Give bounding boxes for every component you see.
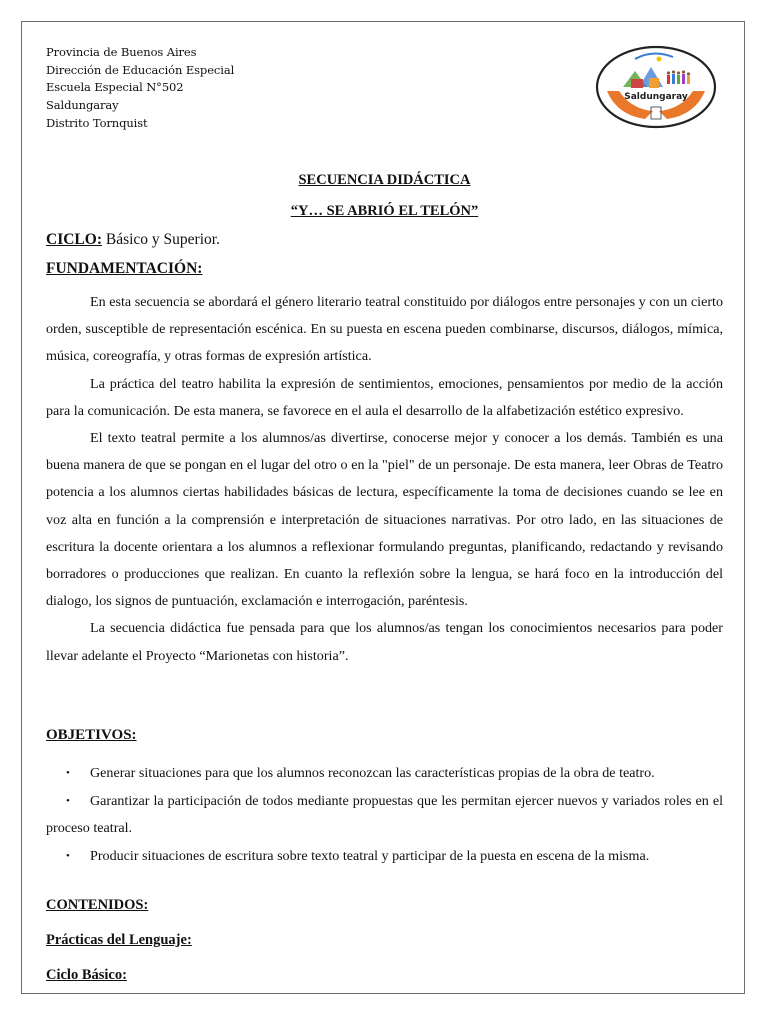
objetivos-heading: OBJETIVOS: <box>46 727 137 743</box>
list-item-text: Garantizar la participación de todos mediante propuestas que les permitan ejercer nuevos y variados roles en el proceso teatral. <box>46 792 723 836</box>
school-logo <box>595 45 717 129</box>
bullet-icon: • <box>66 767 70 779</box>
sun-icon <box>657 57 662 62</box>
list-item <box>46 788 723 843</box>
ciclo-value: Básico y Superior. <box>101 231 220 248</box>
ciclo-line <box>46 231 220 249</box>
contenidos-heading: CONTENIDOS: <box>46 897 149 913</box>
fundamentacion-heading: FUNDAMENTACIÓN: <box>46 260 203 277</box>
fundamentacion-body <box>46 289 723 670</box>
paragraph: La secuencia didáctica fue pensada para que los alumnos/as tengan los conocimientos necesarios para poder llevar adelante el Proyecto “Marionetas con historia”. <box>46 620 723 664</box>
paragraph: La práctica del teatro habilita la expresión de sentimientos, emociones, pensamientos por medio de la acción para la comunicación. De esta manera, se favorece en el aula el desarrollo de la alfabetización estético expresivo. <box>46 375 723 419</box>
list-item <box>46 760 723 788</box>
header-line-province: Provincia de Buenos Aires <box>46 45 197 59</box>
header-line-direction: Dirección de Educación Especial <box>46 62 235 77</box>
paragraph: En esta secuencia se abordará el género literario teatral constituido por diálogos entre personajes y con un cierto orden, susceptible de representación escénica. En su puesta en escena pueden combinarse, discursos, diálogos, mímica, música, coreografía, y otras formas de expresión artística. <box>46 294 723 365</box>
header-line-district: Distrito Tornquist <box>46 115 148 130</box>
paragraph: El texto teatral permite a los alumnos/as divertirse, conocerse mejor y conocer a los demás. También es una buena manera de que se pongan en el lugar del otro o en la "piel" de un personaje. De esta manera, leer Obras de Teatro potencia a los alumnos ciertas habilidades básicas de lectura, específicamente la toma de decisiones cuando se lee en voz alta en función a la comprensión e interpretación de situaciones narrativas. Por otro lado, en las situaciones de escritura la docente orientara a los alumnos a reflexionar formulando preguntas, planificando, redactando y revisando borradores o producciones que realizan. En cuanto la reflexión sobre la lengua, se hará foco en la introducción del dialogo, los signos de puntuación, exclamación e interrogación, paréntesis. <box>46 430 723 610</box>
document-title: SECUENCIA DIDÁCTICA <box>298 172 471 188</box>
house-icon <box>631 79 643 88</box>
practicas-heading: Prácticas del Lenguaje: <box>46 932 192 948</box>
header-line-town: Saldungaray <box>46 98 119 113</box>
list-item <box>46 843 723 871</box>
document-page <box>21 21 745 994</box>
list-item-text: Producir situaciones de escritura sobre texto teatral y participar de la puesta en escena de la misma. <box>90 847 650 864</box>
ciclo-label: CICLO: <box>46 231 102 248</box>
list-item-text: Generar situaciones para que los alumnos reconozcan las características propias de la obra de teatro. <box>90 765 655 781</box>
logo-name: Saldungaray <box>624 92 688 102</box>
document-subtitle: “Y… SE ABRIÓ EL TELÓN” <box>290 203 479 219</box>
house-icon <box>649 78 659 88</box>
header-line-school: Escuela Especial N°502 <box>46 80 184 95</box>
bullet-icon: • <box>66 849 70 862</box>
bullet-icon: • <box>66 794 70 807</box>
ciclo-basico-heading: Ciclo Básico: <box>46 967 127 983</box>
objetivos-list <box>46 760 723 870</box>
